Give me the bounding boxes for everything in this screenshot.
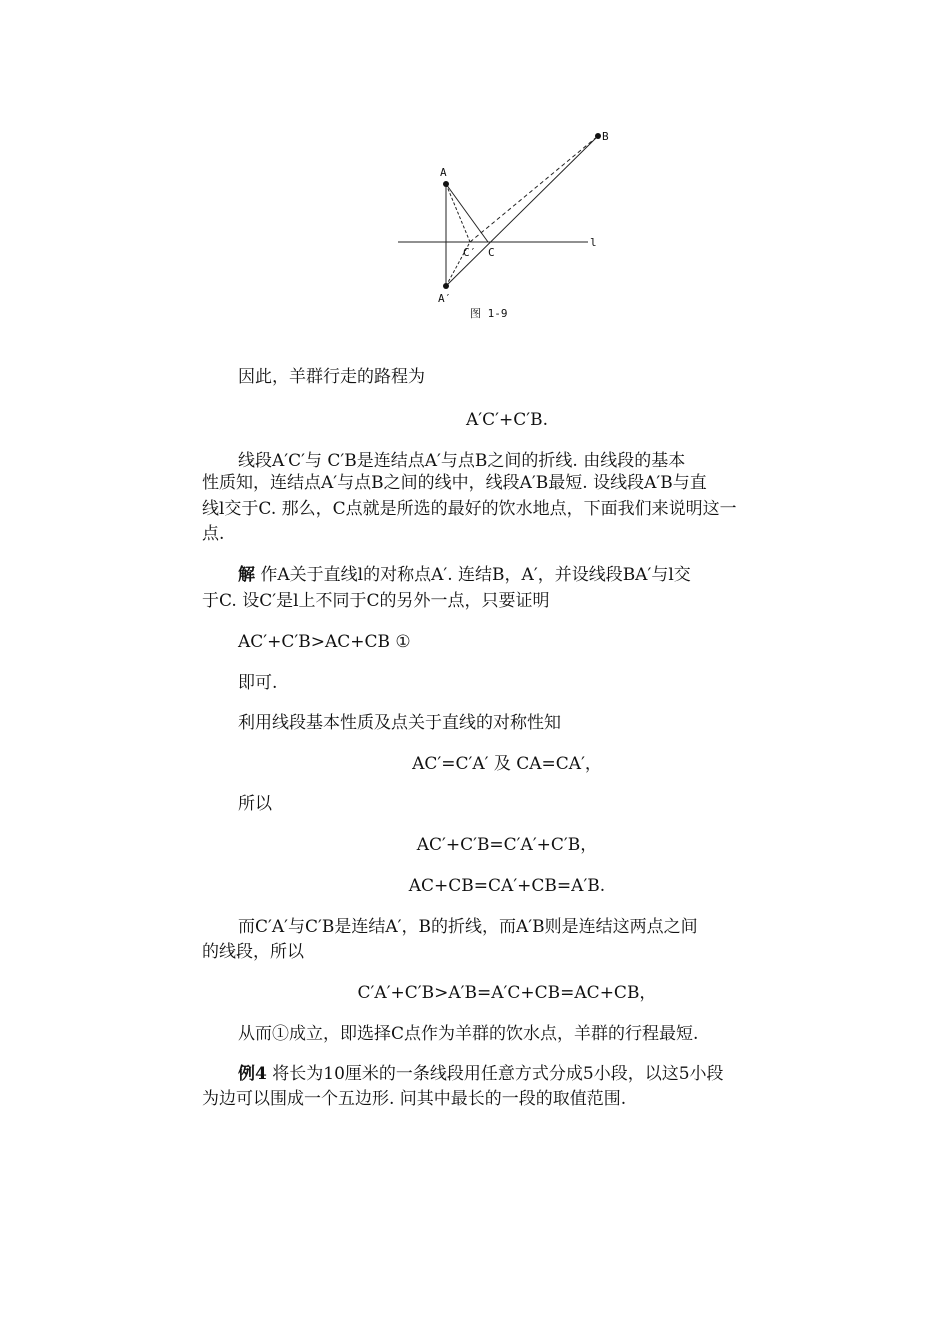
paragraph-7-line-1: 而C′A′与C′B是连结A′，B的折线，而A′B则是连结这两点之间 <box>238 917 698 937</box>
equation-5: AC+CB=CA′+CB=A′B. <box>408 876 606 896</box>
label-l: l <box>590 236 597 249</box>
label-cprime: C′ <box>463 246 477 259</box>
paragraph-4: 即可. <box>238 673 278 693</box>
segment-aprime-b <box>446 136 598 286</box>
equation-3: AC′=C′A′ 及 CA=CA′， <box>412 754 602 774</box>
paragraph-7-line-2: 的线段，所以 <box>202 942 304 962</box>
equation-6: C′A′+C′B>A′B=A′C+CB=AC+CB， <box>357 983 657 1003</box>
point-aprime <box>443 283 449 289</box>
label-a: A <box>440 166 447 179</box>
figure-caption: 图 1-9 <box>470 307 508 320</box>
segment-a-c <box>446 184 488 242</box>
paragraph-9-line-2: 为边可以围成一个五边形. 问其中最长的一段的取值范围. <box>202 1089 627 1109</box>
equation-1: A′C′+C′B. <box>465 410 548 430</box>
paragraph-9-text: 将长为10厘米的一条线段用任意方式分成5小段，以这5小段 <box>266 1064 724 1084</box>
equation-4: AC′+C′B=C′A′+C′B， <box>416 835 598 855</box>
example-label: 例4 <box>238 1064 267 1084</box>
dashed-cprime-b <box>470 136 598 242</box>
paragraph-6: 所以 <box>238 794 272 814</box>
paragraph-5: 利用线段基本性质及点关于直线的对称性知 <box>238 713 561 733</box>
figure-diagram <box>390 126 620 326</box>
label-b: B <box>602 130 609 143</box>
geometry-figure <box>390 126 620 326</box>
paragraph-2-line-1: 线段A′C′与 C′B是连结点A′与点B之间的折线. 由线段的基本 <box>238 451 686 471</box>
paragraph-3-text: 作A关于直线l的对称点A′. 连结B，A′，并设线段BA′与l交 <box>255 565 691 585</box>
solution-label: 解 <box>238 565 255 585</box>
point-b <box>595 133 601 139</box>
paragraph-1: 因此，羊群行走的路程为 <box>238 367 425 387</box>
label-c: C <box>488 246 495 259</box>
equation-2: AC′+C′B>AC+CB ① <box>238 632 411 652</box>
paragraph-2-line-2: 性质知，连结点A′与点B之间的线中，线段A′B最短. 设线段A′B与直 <box>202 473 707 493</box>
point-a <box>443 181 449 187</box>
paragraph-2-line-4: 点. <box>202 524 225 544</box>
paragraph-2-line-3: 线l交于C. 那么，C点就是所选的最好的饮水地点，下面我们来说明这一 <box>202 499 737 519</box>
paragraph-3-line-2: 于C. 设C′是l上不同于C的另外一点，只要证明 <box>202 591 550 611</box>
paragraph-8: 从而①成立，即选择C点作为羊群的饮水点，羊群的行程最短. <box>238 1024 699 1044</box>
label-aprime: A′ <box>438 292 452 305</box>
